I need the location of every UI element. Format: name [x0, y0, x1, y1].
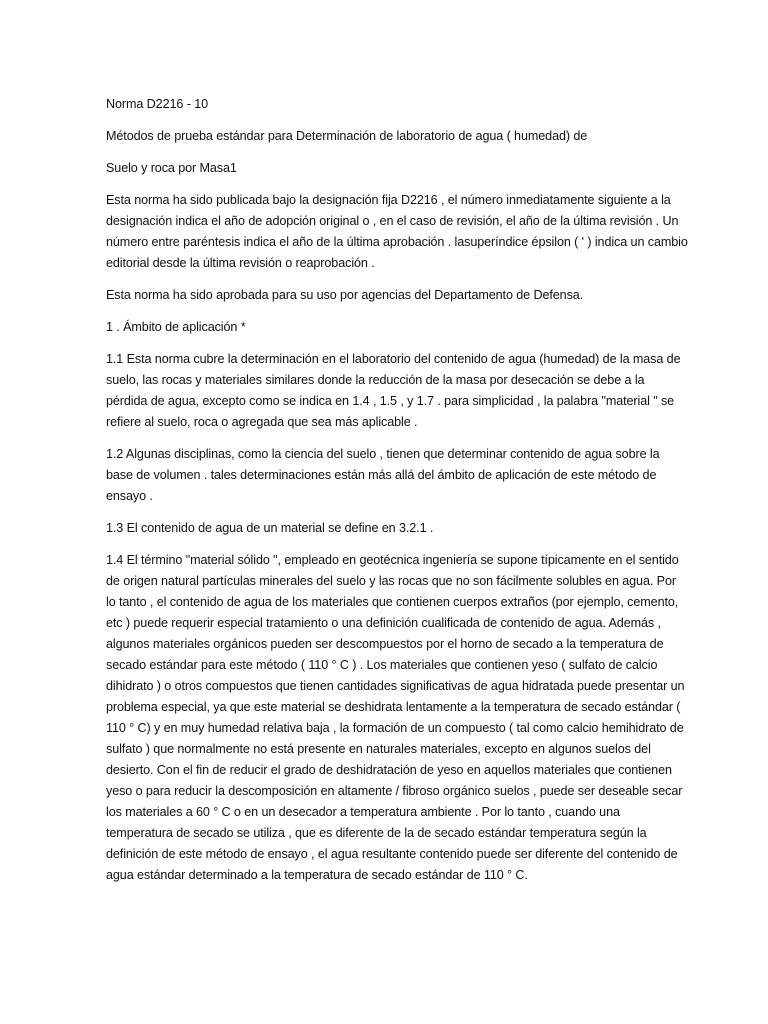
paragraph-1-2: 1.2 Algunas disciplinas, como la ciencia del suelo , tienen que determinar contenido de agua sobre la base de volumen . tales determinaciones están más allá del ámbito de aplicación de este método de ensayo . [106, 447, 660, 503]
section-heading-scope: 1 . Ámbito de aplicación * [106, 320, 246, 334]
publication-note-paragraph: Esta norma ha sido publicada bajo la designación fija D2216 , el número inmediatamente siguiente a la designación indica el año de adopción original o , en el caso de revisión, el año de la última revisión . Un número entre paréntesis indica el año de la última aprobación . lasuperíndice épsilon ( ' ) indica un cambio editorial desde la última revisión o reaprobación . [106, 193, 688, 270]
document-subtitle-line-1: Métodos de prueba estándar para Determinación de laboratorio de agua ( humedad) de [106, 129, 588, 143]
document-subtitle-line-2: Suelo y roca por Masa1 [106, 161, 237, 175]
document-title: Norma D2216 - 10 [106, 97, 208, 111]
approval-note-paragraph: Esta norma ha sido aprobada para su uso por agencias del Departamento de Defensa. [106, 288, 584, 302]
paragraph-1-1: 1.1 Esta norma cubre la determinación en el laboratorio del contenido de agua (humedad) de la masa de suelo, las rocas y materiales similares donde la reducción de la masa por desecación se debe a la pérdida de agua, excepto como se indica en 1.4 , 1.5 , y 1.7 . para simplicidad , la palabra "material " se refiere al suelo, roca o agregada que sea más aplicable . [106, 352, 681, 429]
paragraph-1-4: 1.4 El término "material sólido ", empleado en geotécnica ingeniería se supone típicamente en el sentido de origen natural partículas minerales del suelo y las rocas que no son fácilmente solubles en agua. Por lo tanto , el contenido de agua de los materiales que contienen cuerpos extraños (por ejemplo, cemento, etc ) puede requerir especial tratamiento o una definición cualificada de contenido de agua. Además , algunos materiales orgánicos pueden ser descompuestos por el horno de secado a la temperatura de secado estándar para este método ( 110 ° C ) . Los materiales que contienen yeso ( sulfato de calcio dihidrato ) o otros compuestos que tienen cantidades significativas de agua hidratada puede presentar un problema especial, ya que este material se deshidrata lentamente a la temperatura de secado estándar ( 110 ° C) y en muy humedad relativa baja , la formación de un compuesto ( tal como calcio hemihidrato de sulfato ) que normalmente no está presente en naturales materiales, excepto en algunos suelos del desierto. Con el fin de reducir el grado de deshidratación de yeso en aquellos materiales que contienen yeso o para reducir la descomposición en altamente / fibroso orgánico suelos , puede ser deseable secar los materiales a 60 ° C o en un desecador a temperatura ambiente . Por lo tanto , cuando una temperatura de secado se utiliza , que es diferente de la de secado estándar temperatura según la definición de este método de ensayo , el agua resultante contenido puede ser diferente del contenido de agua estándar determinado a la temperatura de secado estándar de 110 ° C. [106, 553, 685, 882]
paragraph-1-3: 1.3 El contenido de agua de un material se define en 3.2.1 . [106, 521, 434, 535]
